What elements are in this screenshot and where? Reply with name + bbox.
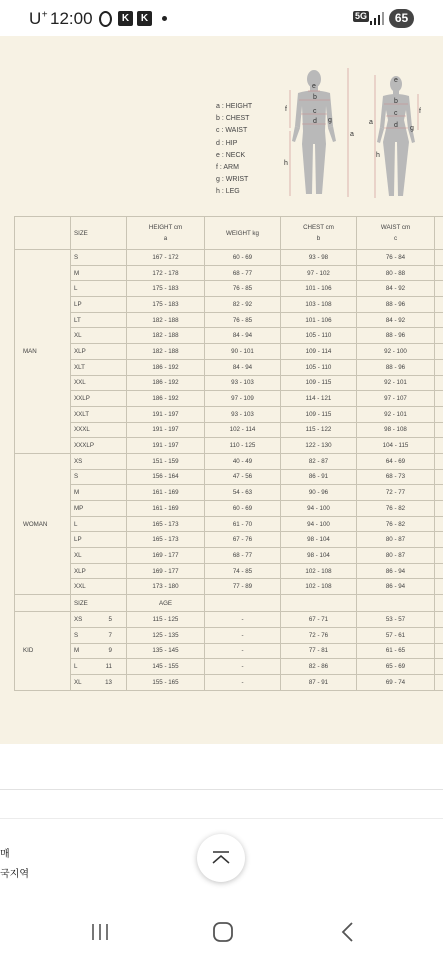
size-cell: M: [71, 485, 127, 501]
age-cell: 135 - 145: [127, 643, 205, 659]
size-cell: XXL: [71, 579, 127, 595]
edge-cell: [435, 406, 443, 422]
height-cell: 182 - 188: [127, 344, 205, 360]
height-cell: 186 - 192: [127, 375, 205, 391]
edge-cell: [435, 612, 443, 628]
weight-cell: 82 - 92: [205, 297, 281, 313]
weight-cell: 40 - 49: [205, 453, 281, 469]
waist-cell: 88 - 96: [357, 359, 435, 375]
table-row: [15, 579, 443, 595]
edge-cell: [435, 453, 443, 469]
weight-cell: 76 - 85: [205, 312, 281, 328]
table-row: [15, 485, 443, 501]
weight-cell: 97 - 109: [205, 391, 281, 407]
more-notifications-icon: [162, 16, 167, 21]
waist-cell: 86 - 94: [357, 563, 435, 579]
weight-cell: 76 - 85: [205, 281, 281, 297]
size-cell: XXL: [71, 375, 127, 391]
figure-label-e: e: [312, 83, 316, 90]
size-cell: L 11: [71, 659, 127, 675]
weight-cell: 61 - 70: [205, 516, 281, 532]
app-k-icon: K: [118, 11, 133, 26]
battery-icon: 65: [389, 9, 414, 28]
waist-cell: 84 - 92: [357, 281, 435, 297]
figure-label-d: d: [313, 118, 317, 125]
waist-cell: 80 - 87: [357, 548, 435, 564]
app-notification-icon: [99, 11, 112, 27]
chest-cell: 105 - 110: [281, 359, 357, 375]
figure-label-b: b: [394, 98, 398, 105]
legend-item: c : WAIST: [216, 127, 248, 135]
edge-cell: [435, 563, 443, 579]
edge-cell: [435, 659, 443, 675]
table-row: [15, 612, 443, 628]
chest-cell: 87 - 91: [281, 674, 357, 690]
legend-item: f : ARM: [216, 164, 239, 172]
height-cell: 169 - 177: [127, 563, 205, 579]
chest-cell: 98 - 104: [281, 548, 357, 564]
chest-cell: 102 - 108: [281, 579, 357, 595]
figure-label-g: g: [328, 117, 332, 124]
chest-cell: 94 - 100: [281, 516, 357, 532]
size-cell: L: [71, 516, 127, 532]
table-header-cell: [15, 595, 71, 612]
weight-cell: -: [205, 674, 281, 690]
chest-cell: 109 - 114: [281, 344, 357, 360]
chest-cell: 82 - 86: [281, 659, 357, 675]
height-cell: 182 - 188: [127, 328, 205, 344]
age-cell: 115 - 125: [127, 612, 205, 628]
chest-cell: 94 - 100: [281, 501, 357, 517]
chest-cell: 98 - 104: [281, 532, 357, 548]
carrier-label: U+: [29, 9, 49, 28]
waist-cell: 68 - 73: [357, 469, 435, 485]
chest-cell: 82 - 87: [281, 453, 357, 469]
table-row: [15, 532, 443, 548]
height-cell: 175 - 183: [127, 297, 205, 313]
figure-label-c: c: [313, 108, 317, 115]
size-cell: MP: [71, 501, 127, 517]
waist-cell: 53 - 57: [357, 612, 435, 628]
size-cell: LP: [71, 297, 127, 313]
table-row: [15, 659, 443, 675]
table-header-row: [15, 217, 443, 250]
back-icon[interactable]: [333, 917, 363, 947]
figure-label-c: c: [394, 110, 398, 117]
chest-cell: 86 - 91: [281, 469, 357, 485]
weight-cell: 60 - 69: [205, 501, 281, 517]
waist-cell: 84 - 92: [357, 312, 435, 328]
home-icon[interactable]: [208, 917, 238, 947]
edge-cell: [435, 328, 443, 344]
height-cell: 156 - 164: [127, 469, 205, 485]
weight-cell: 54 - 63: [205, 485, 281, 501]
table-header-cell: [357, 595, 435, 612]
table-row: [15, 674, 443, 690]
table-row: [15, 344, 443, 360]
size-cell: XLP: [71, 563, 127, 579]
side-text: 국지역: [0, 869, 29, 880]
woman-body-figure: [366, 72, 436, 202]
woman-section: [15, 453, 443, 594]
table-header-cell: [15, 217, 71, 250]
weight-cell: 60 - 69: [205, 250, 281, 266]
group-label: WOMAN: [15, 453, 71, 594]
figure-label-g: g: [410, 125, 414, 132]
size-cell: XXXL: [71, 422, 127, 438]
kid-header-row: [15, 595, 443, 612]
table-row: [15, 265, 443, 281]
table-row: [15, 548, 443, 564]
chevron-up-icon: [197, 834, 245, 882]
status-bar: [0, 0, 443, 36]
edge-cell: [435, 516, 443, 532]
height-cell: 151 - 159: [127, 453, 205, 469]
waist-cell: 92 - 101: [357, 406, 435, 422]
waist-cell: 76 - 82: [357, 501, 435, 517]
group-label: MAN: [15, 250, 71, 454]
chest-cell: 109 - 115: [281, 406, 357, 422]
legend-item: e : NECK: [216, 151, 246, 159]
size-cell: XXLP: [71, 391, 127, 407]
edge-cell: [435, 312, 443, 328]
table-row: [15, 406, 443, 422]
chest-cell: 115 - 122: [281, 422, 357, 438]
weight-cell: 110 - 125: [205, 438, 281, 454]
divider: [0, 789, 443, 790]
waist-cell: 69 - 74: [357, 674, 435, 690]
waist-cell: 92 - 101: [357, 375, 435, 391]
edge-cell: [435, 281, 443, 297]
chest-cell: 122 - 130: [281, 438, 357, 454]
waist-cell: 98 - 108: [357, 422, 435, 438]
size-cell: LP: [71, 532, 127, 548]
waist-cell: 80 - 87: [357, 532, 435, 548]
table-header-cell: [435, 217, 443, 250]
kid-section: [15, 612, 443, 690]
table-header-cell: [205, 595, 281, 612]
waist-cell: 86 - 94: [357, 579, 435, 595]
table-row: [15, 453, 443, 469]
table-row: [15, 516, 443, 532]
edge-cell: [435, 359, 443, 375]
waist-cell: 97 - 107: [357, 391, 435, 407]
chest-cell: 101 - 106: [281, 281, 357, 297]
height-cell: 172 - 178: [127, 265, 205, 281]
age-cell: 145 - 155: [127, 659, 205, 675]
table-row: [15, 281, 443, 297]
figure-label-d: d: [394, 122, 398, 129]
group-label: KID: [15, 612, 71, 690]
figure-label-a: a: [369, 119, 373, 126]
chest-cell: 72 - 76: [281, 627, 357, 643]
clock: 12:00: [50, 9, 93, 28]
chest-cell: 105 - 110: [281, 328, 357, 344]
size-chart-image: [0, 36, 443, 744]
size-cell: S: [71, 469, 127, 485]
recents-icon[interactable]: [85, 917, 115, 947]
side-text: 매: [0, 849, 10, 860]
height-cell: 169 - 177: [127, 548, 205, 564]
size-cell: XLT: [71, 359, 127, 375]
waist-cell: 64 - 69: [357, 453, 435, 469]
table-row: [15, 250, 443, 266]
table-row: [15, 627, 443, 643]
edge-cell: [435, 643, 443, 659]
table-header-cell: [281, 595, 357, 612]
chest-cell: 101 - 106: [281, 312, 357, 328]
height-cell: 165 - 173: [127, 516, 205, 532]
edge-cell: [435, 485, 443, 501]
size-cell: M 9: [71, 643, 127, 659]
waist-cell: 104 - 115: [357, 438, 435, 454]
weight-cell: 68 - 77: [205, 265, 281, 281]
height-cell: 191 - 197: [127, 438, 205, 454]
weight-cell: -: [205, 643, 281, 659]
figure-label-f: f: [285, 106, 287, 113]
edge-cell: [435, 375, 443, 391]
edge-cell: [435, 344, 443, 360]
scroll-to-top-button[interactable]: [197, 834, 245, 882]
network-5g-icon: 5G: [355, 11, 368, 21]
size-table: [14, 216, 443, 691]
edge-cell: [435, 422, 443, 438]
table-row: [15, 359, 443, 375]
weight-cell: 68 - 77: [205, 548, 281, 564]
legend-item: h : LEG: [216, 188, 240, 196]
table-row: [15, 312, 443, 328]
height-cell: 191 - 197: [127, 406, 205, 422]
size-cell: S 7: [71, 627, 127, 643]
figure-label-f: f: [419, 108, 421, 115]
system-navigation-bar: [0, 905, 443, 960]
weight-cell: 93 - 103: [205, 375, 281, 391]
table-header-chest: CHEST cm b: [281, 217, 357, 250]
man-body-figure: [280, 66, 360, 201]
size-cell: XL: [71, 548, 127, 564]
legend-item: a : HEIGHT: [216, 103, 253, 110]
waist-cell: 88 - 96: [357, 297, 435, 313]
table-header-waist: WAIST cm c: [357, 217, 435, 250]
chest-cell: 97 - 102: [281, 265, 357, 281]
age-cell: 155 - 165: [127, 674, 205, 690]
kid-header-age: AGE: [127, 595, 205, 612]
height-cell: 161 - 169: [127, 485, 205, 501]
chest-cell: 67 - 71: [281, 612, 357, 628]
size-cell: XXXLP: [71, 438, 127, 454]
edge-cell: [435, 532, 443, 548]
size-cell: LT: [71, 312, 127, 328]
legend-item: b : CHEST: [216, 115, 250, 123]
table-row: [15, 328, 443, 344]
size-cell: L: [71, 281, 127, 297]
weight-cell: 67 - 76: [205, 532, 281, 548]
size-cell: XS 5: [71, 612, 127, 628]
weight-cell: 74 - 85: [205, 563, 281, 579]
height-cell: 161 - 169: [127, 501, 205, 517]
kid-header-size: SIZE: [71, 595, 127, 612]
waist-cell: 80 - 88: [357, 265, 435, 281]
table-row: [15, 375, 443, 391]
legend-item: d : HIP: [216, 139, 238, 147]
table-row: [15, 297, 443, 313]
size-cell: S: [71, 250, 127, 266]
waist-cell: 72 - 77: [357, 485, 435, 501]
height-cell: 175 - 183: [127, 281, 205, 297]
age-cell: 125 - 135: [127, 627, 205, 643]
table-row: [15, 563, 443, 579]
height-cell: 191 - 197: [127, 422, 205, 438]
figure-label-h: h: [284, 160, 288, 167]
chest-cell: 90 - 96: [281, 485, 357, 501]
height-cell: 182 - 188: [127, 312, 205, 328]
table-row: [15, 391, 443, 407]
divider: [0, 818, 443, 819]
weight-cell: 102 - 114: [205, 422, 281, 438]
edge-cell: [435, 469, 443, 485]
waist-cell: 88 - 96: [357, 328, 435, 344]
height-cell: 186 - 192: [127, 359, 205, 375]
chest-cell: 93 - 98: [281, 250, 357, 266]
table-row: [15, 438, 443, 454]
edge-cell: [435, 297, 443, 313]
edge-cell: [435, 548, 443, 564]
weight-cell: 84 - 94: [205, 359, 281, 375]
figure-label-a: a: [350, 131, 354, 138]
waist-cell: 65 - 69: [357, 659, 435, 675]
weight-cell: 84 - 94: [205, 328, 281, 344]
waist-cell: 76 - 82: [357, 516, 435, 532]
table-row: [15, 469, 443, 485]
signal-icon: [370, 12, 384, 25]
edge-cell: [435, 627, 443, 643]
chest-cell: 102 - 108: [281, 563, 357, 579]
table-header-cell: [435, 595, 443, 612]
table-row: [15, 501, 443, 517]
edge-cell: [435, 250, 443, 266]
height-cell: 173 - 180: [127, 579, 205, 595]
waist-cell: 61 - 65: [357, 643, 435, 659]
height-cell: 165 - 173: [127, 532, 205, 548]
weight-cell: 90 - 101: [205, 344, 281, 360]
measurement-legend: [216, 101, 252, 199]
edge-cell: [435, 265, 443, 281]
size-cell: XL 13: [71, 674, 127, 690]
height-cell: 167 - 172: [127, 250, 205, 266]
weight-cell: -: [205, 627, 281, 643]
edge-cell: [435, 674, 443, 690]
size-cell: XXLT: [71, 406, 127, 422]
figure-label-e: e: [394, 77, 398, 84]
edge-cell: [435, 579, 443, 595]
waist-cell: 92 - 100: [357, 344, 435, 360]
waist-cell: 76 - 84: [357, 250, 435, 266]
size-cell: XLP: [71, 344, 127, 360]
edge-cell: [435, 391, 443, 407]
size-cell: XS: [71, 453, 127, 469]
table-header-weight: WEIGHT kg: [205, 217, 281, 250]
weight-cell: -: [205, 659, 281, 675]
edge-cell: [435, 501, 443, 517]
weight-cell: 77 - 89: [205, 579, 281, 595]
waist-cell: 57 - 61: [357, 627, 435, 643]
legend-item: g : WRIST: [216, 176, 249, 184]
weight-cell: 47 - 56: [205, 469, 281, 485]
figure-label-h: h: [376, 152, 380, 159]
chest-cell: 114 - 121: [281, 391, 357, 407]
table-row: [15, 422, 443, 438]
edge-cell: [435, 438, 443, 454]
chest-cell: 103 - 108: [281, 297, 357, 313]
size-cell: XL: [71, 328, 127, 344]
chest-cell: 109 - 115: [281, 375, 357, 391]
chest-cell: 77 - 81: [281, 643, 357, 659]
man-section: [15, 250, 443, 454]
table-header-size: SIZE: [71, 217, 127, 250]
app-k-icon: K: [137, 11, 152, 26]
weight-cell: -: [205, 612, 281, 628]
height-cell: 186 - 192: [127, 391, 205, 407]
size-cell: M: [71, 265, 127, 281]
weight-cell: 93 - 103: [205, 406, 281, 422]
figure-label-b: b: [313, 94, 317, 101]
table-header-height: HEIGHT cm a: [127, 217, 205, 250]
table-row: [15, 643, 443, 659]
